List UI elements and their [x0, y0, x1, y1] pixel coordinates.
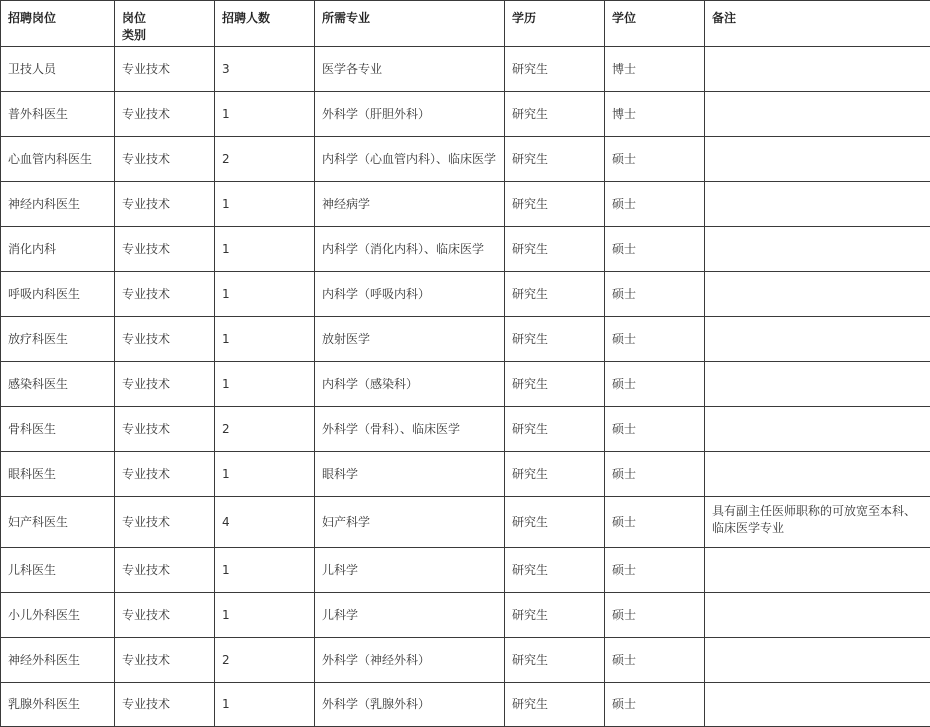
count-cell: 1 — [215, 92, 315, 137]
major-cell: 内科学（感染科） — [315, 362, 505, 407]
table-row — [1, 227, 930, 272]
major-cell: 医学各专业 — [315, 47, 505, 92]
degree-cell: 硕士 — [605, 638, 705, 683]
education-cell: 研究生 — [505, 593, 605, 638]
position-cell: 感染科医生 — [1, 362, 115, 407]
count-cell: 1 — [215, 548, 315, 593]
position-cell: 普外科医生 — [1, 92, 115, 137]
header-count: 招聘人数 — [215, 1, 315, 47]
position-cell: 儿科医生 — [1, 548, 115, 593]
major-cell: 外科学（骨科）、临床医学 — [315, 407, 505, 452]
position-cell: 妇产科医生 — [1, 497, 115, 548]
count-cell: 2 — [215, 137, 315, 182]
degree-cell: 硕士 — [605, 683, 705, 727]
remarks-cell — [705, 317, 930, 362]
category-cell: 专业技术 — [115, 452, 215, 497]
education-cell: 研究生 — [505, 497, 605, 548]
table-row — [1, 407, 930, 452]
header-degree: 学位 — [605, 1, 705, 47]
table-row — [1, 317, 930, 362]
table-row — [1, 452, 930, 497]
degree-cell: 硕士 — [605, 227, 705, 272]
remarks-cell — [705, 92, 930, 137]
education-cell: 研究生 — [505, 362, 605, 407]
education-cell: 研究生 — [505, 227, 605, 272]
major-cell: 放射医学 — [315, 317, 505, 362]
table-row — [1, 47, 930, 92]
major-cell: 内科学（呼吸内科） — [315, 272, 505, 317]
table-row — [1, 137, 930, 182]
position-cell: 神经内科医生 — [1, 182, 115, 227]
count-cell: 1 — [215, 182, 315, 227]
category-cell: 专业技术 — [115, 497, 215, 548]
remarks-cell — [705, 47, 930, 92]
header-row — [1, 1, 930, 47]
education-cell: 研究生 — [505, 317, 605, 362]
count-cell: 1 — [215, 362, 315, 407]
count-cell: 4 — [215, 497, 315, 548]
remarks-cell — [705, 638, 930, 683]
category-cell: 专业技术 — [115, 593, 215, 638]
category-cell: 专业技术 — [115, 548, 215, 593]
category-cell: 专业技术 — [115, 137, 215, 182]
major-cell: 内科学（心血管内科）、临床医学 — [315, 137, 505, 182]
education-cell: 研究生 — [505, 47, 605, 92]
count-cell: 3 — [215, 47, 315, 92]
education-cell: 研究生 — [505, 92, 605, 137]
header-remarks: 备注 — [705, 1, 930, 47]
degree-cell: 硕士 — [605, 593, 705, 638]
position-cell: 放疗科医生 — [1, 317, 115, 362]
count-cell: 1 — [215, 317, 315, 362]
remarks-cell — [705, 362, 930, 407]
remarks-cell — [705, 272, 930, 317]
category-cell: 专业技术 — [115, 683, 215, 727]
category-cell: 专业技术 — [115, 638, 215, 683]
remarks-cell: 具有副主任医师职称的可放宽至本科、临床医学专业 — [705, 497, 930, 548]
table-row — [1, 92, 930, 137]
remarks-cell — [705, 452, 930, 497]
remarks-cell — [705, 137, 930, 182]
degree-cell: 博士 — [605, 47, 705, 92]
category-cell: 专业技术 — [115, 362, 215, 407]
count-cell: 2 — [215, 638, 315, 683]
position-cell: 呼吸内科医生 — [1, 272, 115, 317]
table-row — [1, 272, 930, 317]
degree-cell: 硕士 — [605, 548, 705, 593]
major-cell: 内科学（消化内科）、临床医学 — [315, 227, 505, 272]
count-cell: 1 — [215, 227, 315, 272]
degree-cell: 硕士 — [605, 497, 705, 548]
major-cell: 妇产科学 — [315, 497, 505, 548]
degree-cell: 硕士 — [605, 182, 705, 227]
category-cell: 专业技术 — [115, 227, 215, 272]
major-cell: 儿科学 — [315, 593, 505, 638]
education-cell: 研究生 — [505, 182, 605, 227]
table-row — [1, 638, 930, 683]
education-cell: 研究生 — [505, 683, 605, 727]
category-cell: 专业技术 — [115, 317, 215, 362]
category-cell: 专业技术 — [115, 47, 215, 92]
degree-cell: 硕士 — [605, 452, 705, 497]
major-cell: 外科学（肝胆外科） — [315, 92, 505, 137]
major-cell: 儿科学 — [315, 548, 505, 593]
position-cell: 心血管内科医生 — [1, 137, 115, 182]
degree-cell: 硕士 — [605, 317, 705, 362]
education-cell: 研究生 — [505, 272, 605, 317]
position-cell: 骨科医生 — [1, 407, 115, 452]
remarks-cell — [705, 683, 930, 727]
education-cell: 研究生 — [505, 452, 605, 497]
remarks-cell — [705, 407, 930, 452]
count-cell: 1 — [215, 272, 315, 317]
category-cell: 专业技术 — [115, 182, 215, 227]
education-cell: 研究生 — [505, 548, 605, 593]
degree-cell: 硕士 — [605, 362, 705, 407]
count-cell: 1 — [215, 593, 315, 638]
remarks-cell — [705, 227, 930, 272]
count-cell: 1 — [215, 683, 315, 727]
degree-cell: 博士 — [605, 92, 705, 137]
table-row — [1, 548, 930, 593]
category-cell: 专业技术 — [115, 92, 215, 137]
position-cell: 消化内科 — [1, 227, 115, 272]
position-cell: 小儿外科医生 — [1, 593, 115, 638]
count-cell: 2 — [215, 407, 315, 452]
major-cell: 眼科学 — [315, 452, 505, 497]
table-row — [1, 683, 930, 727]
degree-cell: 硕士 — [605, 407, 705, 452]
education-cell: 研究生 — [505, 137, 605, 182]
table-body — [1, 47, 930, 727]
category-cell: 专业技术 — [115, 407, 215, 452]
remarks-cell — [705, 593, 930, 638]
position-cell: 乳腺外科医生 — [1, 683, 115, 727]
position-cell: 神经外科医生 — [1, 638, 115, 683]
table-row — [1, 182, 930, 227]
header-position: 招聘岗位 — [1, 1, 115, 47]
major-cell: 神经病学 — [315, 182, 505, 227]
header-education: 学历 — [505, 1, 605, 47]
education-cell: 研究生 — [505, 638, 605, 683]
header-category: 岗位类别 — [115, 1, 215, 47]
major-cell: 外科学（神经外科） — [315, 638, 505, 683]
degree-cell: 硕士 — [605, 137, 705, 182]
remarks-cell — [705, 182, 930, 227]
table-row — [1, 497, 930, 548]
table-row — [1, 362, 930, 407]
count-cell: 1 — [215, 452, 315, 497]
table-row — [1, 593, 930, 638]
position-cell: 眼科医生 — [1, 452, 115, 497]
position-cell: 卫技人员 — [1, 47, 115, 92]
category-cell: 专业技术 — [115, 272, 215, 317]
education-cell: 研究生 — [505, 407, 605, 452]
degree-cell: 硕士 — [605, 272, 705, 317]
major-cell: 外科学（乳腺外科） — [315, 683, 505, 727]
header-major: 所需专业 — [315, 1, 505, 47]
remarks-cell — [705, 548, 930, 593]
